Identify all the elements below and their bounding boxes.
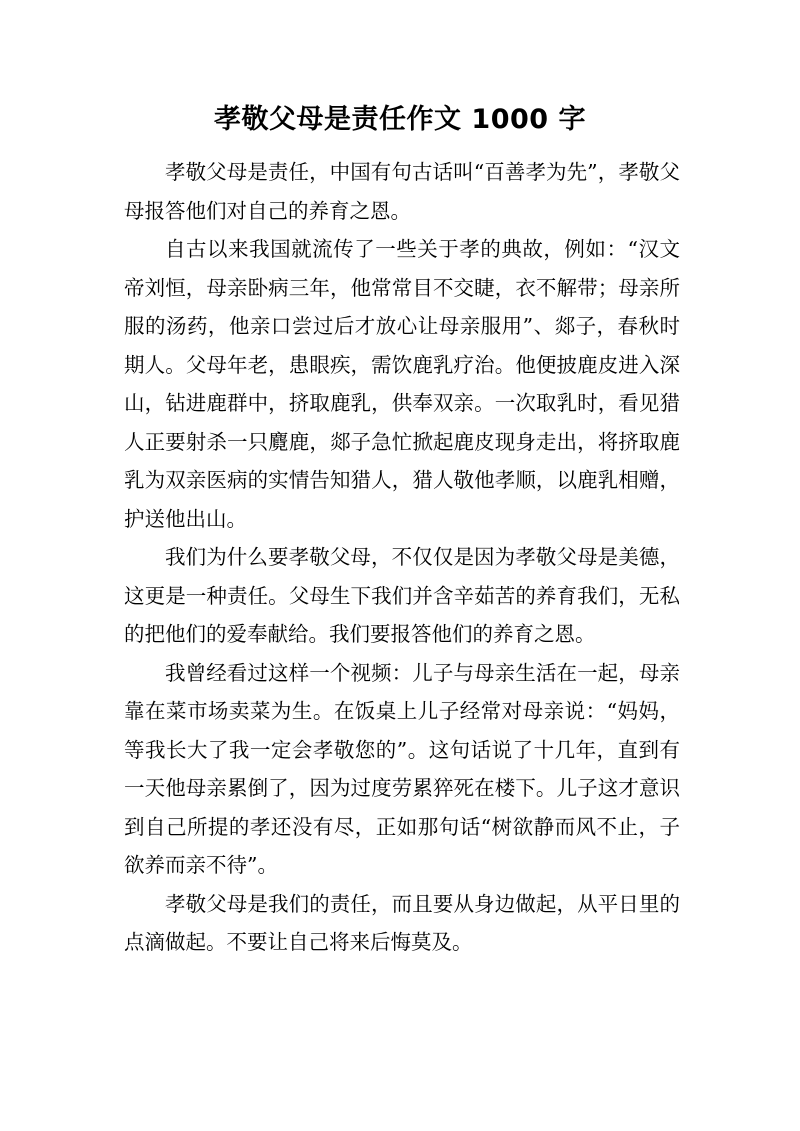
- paragraph-4: 我曾经看过这样一个视频：儿子与母亲生活在一起，母亲靠在菜市场卖菜为生。在饭桌上儿子经常对母亲说：“妈妈，等我长大了我一定会孝敬您的”。这句话说了十几年，直到有一天他母亲累倒了，因为过度劳累猝死在楼下。儿子这才意识到自己所提的孝还没有尽，正如那句话“树欲静而风不止，子欲养而亲不待”。: [124, 660, 680, 877]
- paragraph-5: 孝敬父母是我们的责任，而且要从身边做起，从平日里的点滴做起。不要让自己将来后悔莫及。: [124, 891, 680, 954]
- paragraph-1: 孝敬父母是责任，中国有句古话叫“百善孝为先”，孝敬父母报答他们对自己的养育之恩。: [124, 160, 680, 223]
- document-body: [124, 153, 680, 962]
- paragraph-3: 我们为什么要孝敬父母，不仅仅是因为孝敬父母是美德，这更是一种责任。父母生下我们并含辛茹苦的养育我们，无私的把他们的爱奉献给。我们要报答他们的养育之恩。: [124, 545, 680, 646]
- paragraph-2: 自古以来我国就流传了一些关于孝的典故，例如：“汉文帝刘恒，母亲卧病三年，他常常目不交睫，衣不解带；母亲所服的汤药，他亲口尝过后才放心让母亲服用”、郯子，春秋时期人。父母年老，患眼疾，需饮鹿乳疗治。他便披鹿皮进入深山，钻进鹿群中，挤取鹿乳，供奉双亲。一次取乳时，看见猎人正要射杀一只麑鹿，郯子急忙掀起鹿皮现身走出，将挤取鹿乳为双亲医病的实情告知猎人，猎人敬他孝顺，以鹿乳相赠，护送他出山。: [124, 237, 680, 531]
- document-title: 孝敬父母是责任作文 1000 字: [214, 104, 586, 135]
